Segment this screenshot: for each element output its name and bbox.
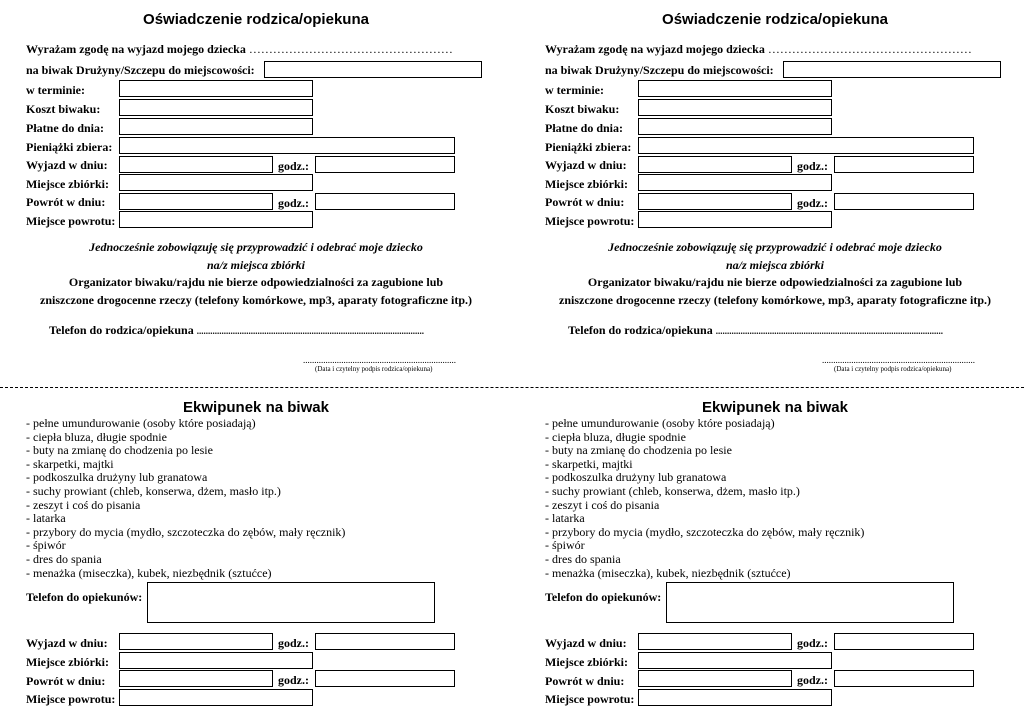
signature-dots: .................................................................... (822, 355, 975, 365)
consent-text: Wyrażam zgodę na wyjazd mojego dziecka (545, 42, 765, 56)
list-item: - podkoszulka drużyny lub granatowa (26, 470, 208, 485)
list-item: - pełne umundurowanie (osoby które posiadają) (545, 416, 775, 430)
list-item: - ciepła bluza, długie spodnie (26, 429, 167, 444)
return-hour-field[interactable] (834, 193, 974, 210)
consent-label (545, 42, 972, 57)
equipment-meeting-label: Miejsce zbiórki: (545, 655, 628, 669)
list-item: - latarka (26, 511, 66, 526)
departure-hour-field[interactable] (834, 156, 974, 173)
list-item: - zeszyt i coś do pisania (545, 497, 660, 512)
organizer-line-2: zniszczone drogocenne rzeczy (telefony komórkowe, mp3, aparaty fotograficzne itp.) (559, 293, 991, 307)
consent-dots: …………………………………………… (767, 42, 972, 56)
signature-caption: (Data i czytelny podpis rodzica/opiekuna) (315, 365, 433, 373)
collector-field[interactable] (119, 137, 455, 154)
list-item: - buty na zmianę do chodzenia po lesie (26, 443, 213, 458)
equipment-departure-label: Wyjazd w dniu: (545, 636, 627, 650)
list-item: - podkoszulka drużyny lub granatowa (545, 470, 727, 485)
camp-location-field[interactable] (783, 61, 1001, 78)
commitment-line-2: na/z miejsca zbiórki (206, 258, 305, 272)
collector-field[interactable] (638, 137, 974, 154)
parent-phone-dots: ..................................................................................................... (196, 326, 424, 336)
list-item: - dres do spania (26, 551, 102, 566)
return-place-field[interactable] (119, 211, 313, 228)
return-hour-label: godz.: (278, 196, 309, 210)
camp-location-label: na biwak Drużyny/Szczepu do miejscowości: (26, 63, 255, 77)
equipment-return-hour-field[interactable] (834, 670, 974, 687)
return-date-field[interactable] (119, 193, 273, 210)
form-title: Oświadczenie rodzica/opiekuna (662, 11, 888, 28)
commitment-line-2: na/z miejsca zbiórki (725, 258, 824, 272)
return-label: Powrót w dniu: (545, 195, 625, 209)
return-place-field[interactable] (638, 211, 832, 228)
list-item: - zeszyt i coś do pisania (26, 497, 141, 512)
cost-label: Koszt biwaku: (26, 102, 101, 116)
commitment-line-1: Jednocześnie zobowiązuję się przyprowadzić i odebrać moje dziecko (608, 240, 942, 254)
date-label: w terminie: (545, 83, 604, 97)
list-item: - skarpetki, majtki (545, 456, 633, 471)
meeting-place-label: Miejsce zbiórki: (545, 177, 628, 191)
equipment-departure-hour-field[interactable] (315, 633, 455, 650)
equipment-return-place-label: Miejsce powrotu: (26, 692, 116, 706)
equipment-return-hour-field[interactable] (315, 670, 455, 687)
cost-field[interactable] (119, 99, 313, 116)
list-item: - menażka (miseczka), kubek, niezbędnik (sztućce) (545, 565, 791, 580)
meeting-place-field[interactable] (638, 174, 832, 191)
guardians-phone-label: Telefon do opiekunów: (26, 590, 143, 604)
collector-label: Pieniążki zbiera: (545, 140, 632, 154)
list-item: - skarpetki, majtki (26, 456, 114, 471)
list-item: - menażka (miseczka), kubek, niezbędnik (sztućce) (26, 565, 272, 580)
date-label: w terminie: (26, 83, 85, 97)
return-hour-label: godz.: (797, 196, 828, 210)
cost-field[interactable] (638, 99, 832, 116)
departure-hour-label: godz.: (278, 159, 309, 173)
list-item: - suchy prowiant (chleb, konserwa, dżem, masło itp.) (26, 483, 281, 498)
return-label: Powrót w dniu: (26, 195, 106, 209)
list-item: - pełne umundurowanie (osoby które posiadają) (26, 416, 256, 430)
list-item: - latarka (545, 511, 585, 526)
cost-label: Koszt biwaku: (545, 102, 620, 116)
signature-caption: (Data i czytelny podpis rodzica/opiekuna) (834, 365, 952, 373)
organizer-line-2: zniszczone drogocenne rzeczy (telefony komórkowe, mp3, aparaty fotograficzne itp.) (40, 293, 472, 307)
equipment-meeting-field[interactable] (119, 652, 313, 669)
equipment-meeting-label: Miejsce zbiórki: (26, 655, 109, 669)
equipment-return-hour-label: godz.: (797, 673, 828, 687)
equipment-return-place-label: Miejsce powrotu: (545, 692, 635, 706)
equipment-return-date-field[interactable] (638, 670, 792, 687)
consent-label (26, 42, 453, 57)
departure-hour-field[interactable] (315, 156, 455, 173)
equipment-return-place-field[interactable] (119, 689, 313, 706)
departure-date-field[interactable] (638, 156, 792, 173)
due-date-field[interactable] (119, 118, 313, 135)
parent-phone-dots: ..................................................................................................... (715, 326, 943, 336)
equipment-departure-date-field[interactable] (638, 633, 792, 650)
right-form-copy (519, 0, 1024, 725)
equipment-departure-date-field[interactable] (119, 633, 273, 650)
equipment-return-place-field[interactable] (638, 689, 832, 706)
consent-text: Wyrażam zgodę na wyjazd mojego dziecka (26, 42, 246, 56)
list-item: - ciepła bluza, długie spodnie (545, 429, 686, 444)
return-place-label: Miejsce powrotu: (26, 214, 116, 228)
list-item: - przybory do mycia (mydło, szczoteczka do zębów, mały ręcznik) (545, 524, 865, 539)
parent-phone-text: Telefon do rodzica/opiekuna (49, 323, 194, 337)
camp-location-label: na biwak Drużyny/Szczepu do miejscowości: (545, 63, 774, 77)
camp-location-field[interactable] (264, 61, 482, 78)
equipment-return-label: Powrót w dniu: (26, 674, 106, 688)
consent-dots: …………………………………………… (248, 42, 453, 56)
date-field[interactable] (638, 80, 832, 97)
parent-phone-text: Telefon do rodzica/opiekuna (568, 323, 713, 337)
commitment-line-1: Jednocześnie zobowiązuję się przyprowadzić i odebrać moje dziecko (89, 240, 423, 254)
due-date-label: Płatne do dnia: (545, 121, 624, 135)
return-hour-field[interactable] (315, 193, 455, 210)
guardians-phone-field[interactable] (666, 582, 954, 623)
equipment-title: Ekwipunek na biwak (183, 399, 329, 416)
equipment-return-hour-label: godz.: (278, 673, 309, 687)
due-date-label: Płatne do dnia: (26, 121, 105, 135)
return-date-field[interactable] (638, 193, 792, 210)
meeting-place-label: Miejsce zbiórki: (26, 177, 109, 191)
organizer-line-1: Organizator biwaku/rajdu nie bierze odpowiedzialności za zagubione lub (68, 275, 444, 289)
list-item: - śpiwór (545, 538, 585, 553)
equipment-meeting-field[interactable] (638, 652, 832, 669)
parent-phone-label (568, 323, 943, 338)
meeting-place-field[interactable] (119, 174, 313, 191)
departure-hour-label: godz.: (797, 159, 828, 173)
departure-date-field[interactable] (119, 156, 273, 173)
equipment-departure-hour-label: godz.: (278, 636, 309, 650)
list-item: - śpiwór (26, 538, 66, 553)
equipment-title: Ekwipunek na biwak (702, 399, 848, 416)
guardians-phone-label: Telefon do opiekunów: (545, 590, 662, 604)
date-field[interactable] (119, 80, 313, 97)
departure-label: Wyjazd w dniu: (26, 158, 108, 172)
parent-phone-label (49, 323, 424, 338)
guardians-phone-field[interactable] (147, 582, 435, 623)
equipment-return-label: Powrót w dniu: (545, 674, 625, 688)
organizer-line-1: Organizator biwaku/rajdu nie bierze odpowiedzialności za zagubione lub (587, 275, 963, 289)
signature-dots: .................................................................... (303, 355, 456, 365)
list-item: - suchy prowiant (chleb, konserwa, dżem, masło itp.) (545, 483, 800, 498)
departure-label: Wyjazd w dniu: (545, 158, 627, 172)
list-item: - dres do spania (545, 551, 621, 566)
equipment-list (26, 417, 345, 580)
return-place-label: Miejsce powrotu: (545, 214, 635, 228)
equipment-departure-hour-label: godz.: (797, 636, 828, 650)
collector-label: Pieniążki zbiera: (26, 140, 113, 154)
list-item: - buty na zmianę do chodzenia po lesie (545, 443, 732, 458)
equipment-return-date-field[interactable] (119, 670, 273, 687)
equipment-list (545, 417, 864, 580)
equipment-departure-hour-field[interactable] (834, 633, 974, 650)
due-date-field[interactable] (638, 118, 832, 135)
list-item: - przybory do mycia (mydło, szczoteczka do zębów, mały ręcznik) (26, 524, 346, 539)
equipment-departure-label: Wyjazd w dniu: (26, 636, 108, 650)
form-title: Oświadczenie rodzica/opiekuna (143, 11, 369, 28)
